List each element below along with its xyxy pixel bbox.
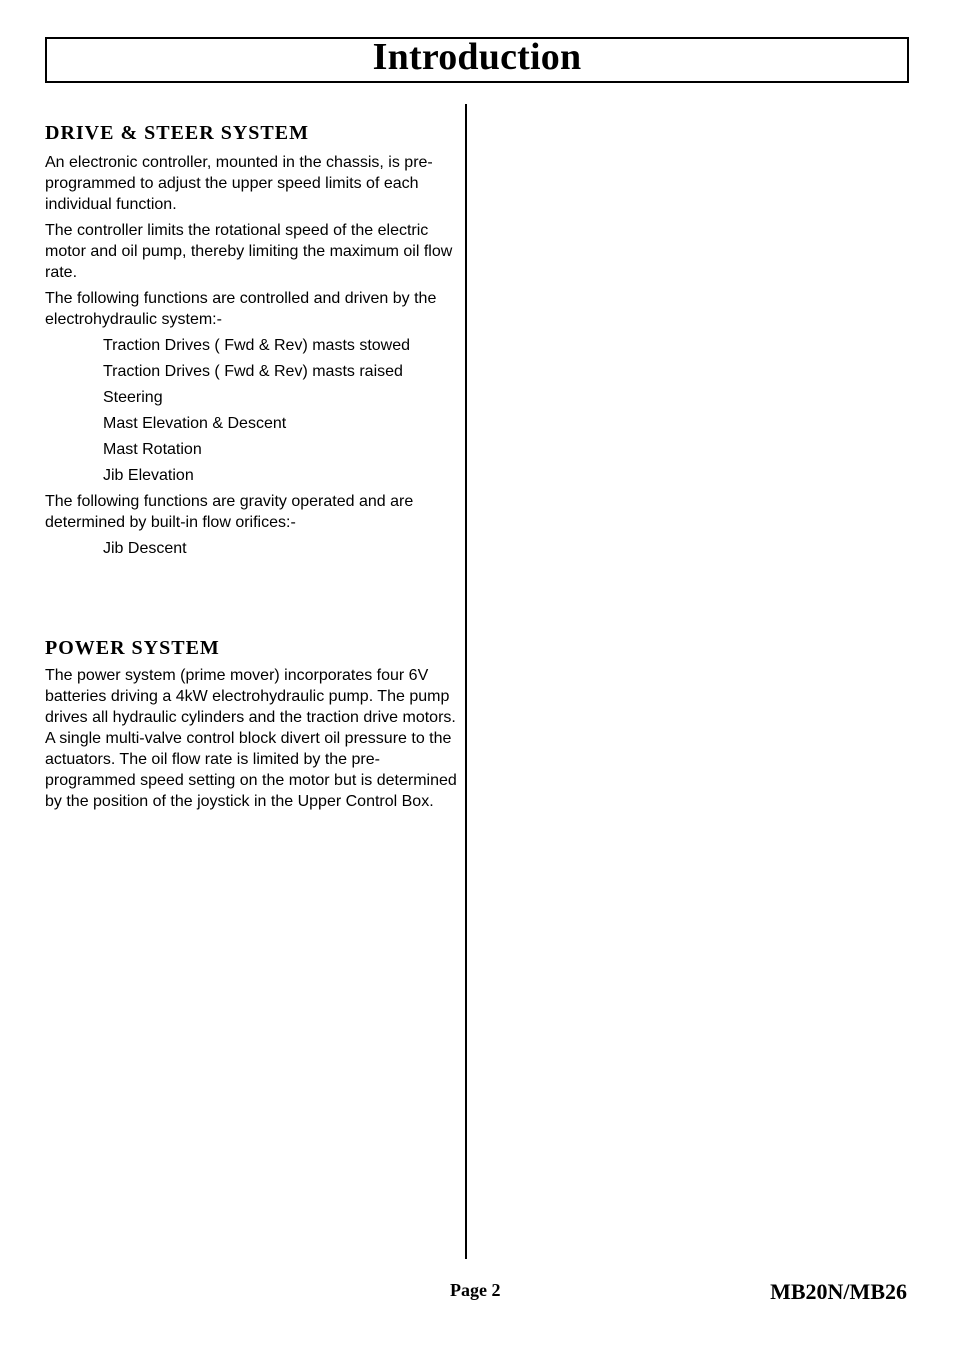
drive-steer-heading: DRIVE & STEER SYSTEM [45,122,309,144]
page-title: Introduction [372,36,582,78]
column-divider [465,104,467,1259]
drive-steer-section [45,121,457,564]
power-system-heading: POWER SYSTEM [45,637,220,659]
drive-steer-paragraph-2: The controller limits the rotational speed of the electric motor and oil pump, thereby limiting the maximum oil flow rate. [45,222,453,281]
list-item: Jib Elevation [103,467,194,484]
list-item: Mast Rotation [103,441,202,458]
power-system-section [45,636,457,812]
list-item: Mast Elevation & Descent [103,415,287,432]
list-item: Traction Drives ( Fwd & Rev) masts stowed [103,337,411,354]
drive-steer-paragraph-3: The following functions are controlled and driven by the electrohydraulic system:- [45,290,437,328]
page-number: Page 2 [450,1280,501,1300]
controlled-functions-list [45,335,457,486]
list-item: Jib Descent [103,540,187,557]
list-item: Traction Drives ( Fwd & Rev) masts raised [103,363,403,380]
power-system-paragraph: The power system (prime mover) incorporates four 6V batteries driving a 4kW electrohydraulic pump. The pump drives all hydraulic cylinders and the traction drive motors. A single multi-valve control block divert oil pressure to the actuators. The oil flow rate is limited by the pre-programmed speed setting on the motor but is determined by the position of the joystick in the Upper Control Box. [45,667,457,810]
drive-steer-paragraph-1: An electronic controller, mounted in the chassis, is pre-programmed to adjust the upper speed limits of each individual function. [45,154,433,213]
model-label: MB20N/MB26 [770,1279,907,1304]
page-title-box [45,37,909,83]
gravity-functions-list [45,538,457,559]
list-item: Steering [103,389,163,406]
gravity-intro-paragraph: The following functions are gravity operated and are determined by built-in flow orifices:- [45,493,414,531]
